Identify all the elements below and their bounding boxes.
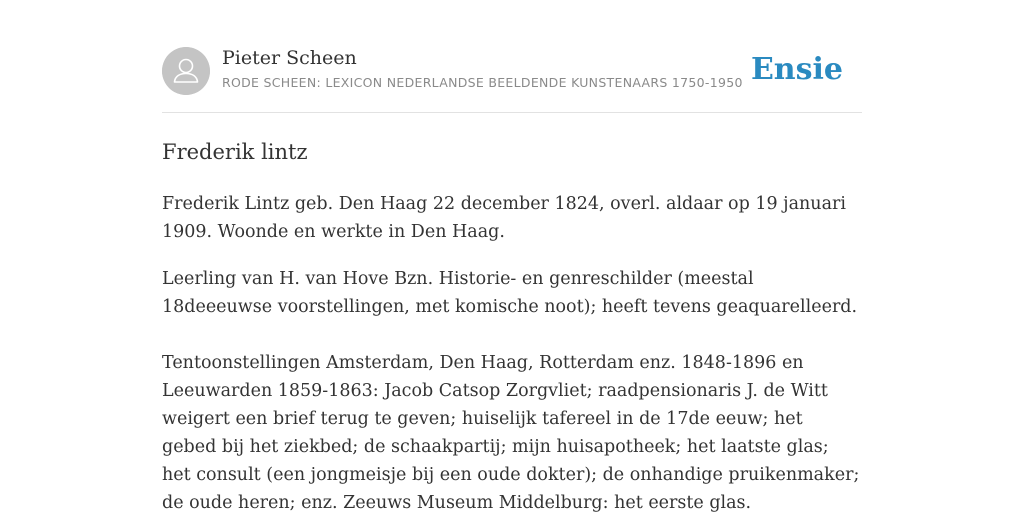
author-avatar[interactable] bbox=[162, 47, 210, 95]
header bbox=[162, 0, 862, 113]
article-body bbox=[162, 190, 862, 512]
paragraph: Frederik Lintz geb. Den Haag 22 december 1824, overl. aldaar op 19 januari 1909. Woonde en werkte in Den Haag. bbox=[162, 194, 846, 242]
article-title: Frederik lintz bbox=[162, 140, 308, 164]
user-avatar-icon bbox=[162, 47, 210, 95]
paragraph: Tentoonstellingen Amsterdam, Den Haag, Rotterdam enz. 1848-1896 en Leeuwarden 1859-1863: Jacob Catsop Zorgvliet; raadpensionaris J. de Witt weigert een brief terug te geven; huiselijk tafereel in de 17de eeuw; het gebed bij het ziekbed; de schaakpartij; mijn huisapotheek; het laatste glas; het consult (een jongmeisje bij een oude dokter); de onhandige pruikenmaker; de oude heren; enz. Zeeuws Museum Middelburg: het eerste glas. bbox=[162, 353, 860, 512]
page bbox=[162, 0, 862, 512]
source-title[interactable]: RODE SCHEEN: LEXICON NEDERLANDSE BEELDENDE KUNSTENAARS 1750-1950 bbox=[222, 75, 743, 90]
brand-logo[interactable]: Ensie bbox=[750, 52, 843, 87]
author-name[interactable]: Pieter Scheen bbox=[222, 47, 357, 69]
paragraph: Leerling van H. van Hove Bzn. Historie- en genreschilder (meestal 18deeeuwse voorstellingen, met komische noot); heeft tevens geaquarelleerd. bbox=[162, 269, 858, 317]
